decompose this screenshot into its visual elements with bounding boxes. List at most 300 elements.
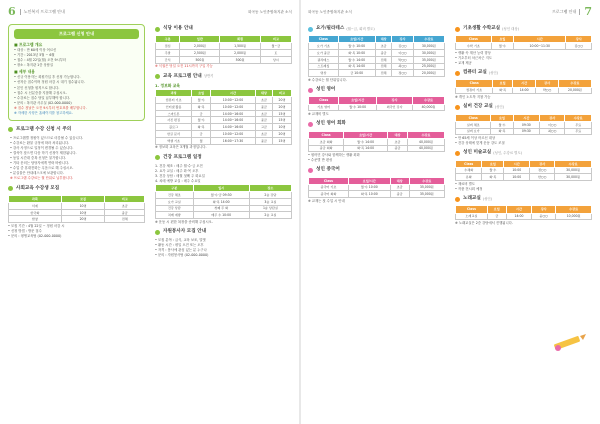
td: 월·수·금 09:30 [193,192,249,199]
th: 강사 [392,36,413,43]
td: 35,000원 [409,191,444,198]
td: 건강 체조 [156,192,194,199]
rt2-title [455,70,592,76]
bullet-icon [155,27,160,32]
detail-line: • 접수 시 신분증을 지참해 주십시오. [14,90,67,95]
th: 강사 [532,206,556,213]
table-row [456,128,592,135]
rt3-title [455,104,592,110]
th: 요일/시간 [344,131,388,138]
td: 중국어 기초 [309,184,349,191]
td: 노래교실 [456,213,488,220]
schedule-note: ※ 운동 시 편한 복장을 준비해 주십시오. [155,219,213,224]
right-page [300,0,600,424]
th: 대상 [375,36,392,43]
program-note: ※ 정보화 교육은 3개월 과정입니다. [155,145,207,150]
th: 과정 [156,90,192,97]
td: 15명 [273,117,292,124]
td: 14:00 [512,87,535,94]
th: 수강료 [565,114,592,121]
t4-note: ※ 교재는 첫 수업 시 안내 [308,198,345,203]
rt5-title-text: 노래교실 [463,196,481,202]
rt1-line: • 교재 제공 [455,60,472,65]
t3-title [308,121,445,127]
th: 시간 [506,206,531,213]
th: 요일 [487,206,506,213]
th: Class [309,177,349,184]
td: 500원 [220,56,260,63]
fee-note: ※ 식권은 당일 오전 11시까지 구입 가능 [155,64,213,69]
th: Class [456,80,493,87]
rt4-subtitle: (성인, 수강료 별도) [493,151,523,156]
apply-title [8,127,145,133]
td: 10:00~12:00 [211,103,256,110]
td: 35,000원 [413,56,444,63]
table-row [156,137,292,144]
table-row [456,174,592,181]
td: 초급 [388,138,408,145]
english-table [308,96,445,111]
th: 강사 [377,97,413,104]
table-row [156,205,292,212]
t1-title [308,26,445,32]
bottom-title-text: 사회교육 수강생 모집 [16,185,60,191]
td: 40,000원 [407,138,444,145]
left-col-2 [155,24,292,258]
volunteer-line: • 활동 시간 : 평일 오전 또는 오후 [155,243,204,248]
program-list-head: 1. 정보화 교육 [155,82,181,88]
intro-line: • 접수 : 4월 22일(월) 오전 9시부터 [14,57,67,62]
bullet-icon [8,127,13,132]
td: 컴퓨터 기초 [456,87,493,94]
rt2-subtitle: (성인) [488,71,498,76]
td: 초급 [255,131,272,138]
th: 강사 [536,80,558,87]
td: 월·수 14:00 [344,138,388,145]
art-table [455,160,592,182]
th: 대상 [390,177,409,184]
bottom-line: • 신청 방법 : 방문 접수 [8,228,42,233]
t1-title-text: 요가/필라테스 [316,26,345,31]
apply-list [8,136,145,181]
td: 화·목 10:00 [338,50,375,57]
td: 14:00~16:00 [211,117,256,124]
td: 초급 회화 [309,138,344,145]
volunteer-line: • 모집 분야 : 급식, 교육 보조, 말벗 [155,238,206,243]
td: 2층 강당 [249,192,291,199]
schedule-title [155,155,292,161]
apply-line: • 수업 중 휴대전화는 무음으로 해 주십시오. [10,166,74,171]
td: 박○○ [392,56,413,63]
pencil-illustration-icon [552,330,588,356]
table-row [156,198,292,205]
table-row [309,184,445,191]
td: 20,000원 [558,87,591,94]
t2-title [308,87,445,93]
rt1-line: • 기초부터 차근차근 지도 [455,55,492,60]
td: 화·목 [192,103,211,110]
td: 2층 교실 [249,212,291,219]
program-title-text: 교육 프로그램 안내 [163,73,202,79]
bullet-icon [155,74,160,79]
fee-title-text: 식당 이용 안내 [163,26,193,31]
td: 25,000원 [413,63,444,70]
table-row [156,43,292,50]
volunteer-title [155,229,292,235]
rt4-title-text: 성인 미술교실 [463,150,492,156]
conversation-table [308,131,445,153]
computer-table [455,79,592,94]
rt1-line: • 생활 속 계산 능력 향상 [455,50,491,55]
td: 월·수 [192,117,211,124]
bottom-title [8,186,145,192]
td: 요가 교실 [156,198,194,205]
td: 14:00 [506,213,531,220]
t3-title-text: 성인 영어 회화 [316,121,346,127]
td: 수학 기초 [456,43,492,50]
td: 박○○ [536,87,558,94]
apply-title-text: 프로그램 수강 신청 시 주의 [16,126,72,132]
apply-line: • 수강료는 환불 규정에 따라 처리됩니다. [10,140,70,145]
th: 시간 [512,80,535,87]
th: 강사 [530,160,555,167]
td: 스트레칭 [309,63,339,70]
schedule-table [155,184,292,219]
td: 월·수 [491,121,513,128]
td: 금 [192,131,211,138]
td: 금 [487,213,506,220]
td: 화·목 [491,128,513,135]
td: 이○○ [392,50,413,57]
section-title: 노인복지 프로그램 안내 [20,9,65,14]
td: 초급 [105,202,145,209]
td: 컴퓨터 기초 [156,97,192,104]
rt1-title-text: 기초생활 수학교실 [463,26,501,31]
apply-line: • 기타 문의는 담당자에게 연락 바랍니다. [10,161,70,166]
th: 일시 [193,184,249,191]
apply-red-note: ※ 프로그램 수강료는 월 단위로 납부합니다. [10,176,74,181]
td: 스마트폰 [156,110,192,117]
table-row [456,213,592,220]
schedule-line: 4. 치매 예방 교실 : 매주 수요일 [155,178,201,183]
detail-line: • 수강료는 접수 당일 납부해야 합니다. [14,95,71,100]
volunteer-title-text: 자원봉사자 모집 안내 [163,229,207,235]
td: 30,000원 [555,167,592,174]
td: 김○○ [392,43,413,50]
detail-line: • 신규 이용자는 회원가입 후 신청 가능합니다. [14,75,81,80]
th: 요일/시간 [348,177,390,184]
td: 정○○ [392,70,413,77]
t2-note: ※ 교재비 별도 [308,111,329,116]
td: 20명 [273,97,292,104]
table-row [309,43,445,50]
th: 수강료 [413,97,445,104]
th: 수강료 [558,80,591,87]
td: 중급 [255,137,272,144]
td: 10:00~12:00 [211,131,256,138]
td: 외국인 강사 [377,104,413,111]
th: 시간 [211,90,256,97]
t4-title-text: 성인 중국어 [316,167,340,173]
td: 10명 [61,202,105,209]
rt3-line: • 건강 상태에 맞게 운동 강도 조절 [455,140,505,145]
td: 최○○ [540,128,565,135]
th: 요일 [192,90,211,97]
bullet-icon [308,168,313,173]
table-row [456,167,592,174]
td: 치매 예방 [156,212,194,219]
table-row [309,191,445,198]
td: 초급 [375,43,392,50]
bullet-icon [308,27,313,32]
td: 30,000원 [555,174,592,181]
th: 비고 [105,195,145,202]
td: 수채화 [456,167,482,174]
program-box [8,24,145,121]
page-number: 7 [584,4,592,18]
td: 15명 [273,137,292,144]
td: 금 [192,110,211,117]
th: 시간 [513,114,539,121]
table-row [156,124,292,131]
th: 대상 [255,90,272,97]
td: 최○○ [392,63,413,70]
td: 한○○ [530,174,555,181]
td: 14:00~16:00 [211,124,256,131]
rt5-note: ※ 노래교실은 2층 강당에서 진행됩니다. [455,221,513,225]
bullet-icon [8,186,13,191]
bullet-icon [455,197,460,202]
td: 간식 [156,56,180,63]
td: 화·목 [482,174,504,181]
th: 요일/시간 [339,97,377,104]
td: 초급 [390,184,409,191]
td: 40,000원 [413,104,445,111]
apply-line: • 분실물은 안내데스크에 보관합니다. [10,171,64,176]
td: 월·수 10:00 [348,184,390,191]
th: 요일 [482,160,504,167]
right-header [308,6,592,18]
td: 주말 [156,50,180,57]
td: 월 [192,137,211,144]
td: 중급 [105,209,145,216]
table-row [156,97,292,104]
blue-note: ※ 자세한 사항은 홈페이지를 참고하세요. [14,110,73,115]
red-note: ※ 접수 첫날은 오전 9시부터 번호표를 배부합니다. [14,105,87,110]
th: 구분 [156,36,180,43]
td: 고급 [255,124,272,131]
apply-line: • 강사 사정으로 일정이 변경될 수 있습니다. [10,145,74,150]
schedule-title-text: 건강 프로그램 일정 [163,154,202,160]
rt2-note: ※ 개인 노트북 지참 가능 [455,94,491,99]
td: 2,000원 [180,43,220,50]
th: 일반 [180,36,220,43]
schedule-line: 1. 건강 체조 : 매주 월·수·금 오전 [155,163,203,168]
td: 10명 [273,124,292,131]
td: 10:00~12:00 [211,97,256,104]
t3-line: • 수준별 반 편성 [308,157,333,162]
td: 기초 영어 [309,104,339,111]
bullet-icon [155,155,160,160]
td: 상시 [260,56,291,63]
th: 장소 [249,184,291,191]
td: 20명 [273,131,292,138]
intro-line: • 기간 : 2013년 5월 ~ 6월 [14,52,55,57]
rt3-subtitle: (성인) [494,105,505,110]
table-row [156,192,292,199]
bottom-table [8,195,145,223]
org-name: 화곡동 노인종합복지관 소식 [248,9,292,14]
th: 비고 [260,36,291,43]
td: 10명 [61,209,105,216]
table-row [309,145,445,152]
bullet-icon [455,105,460,110]
td: 월·수 [192,97,211,104]
td: 필라테스 [309,56,339,63]
td: 전체 [375,70,392,77]
right-col-2 [455,24,592,226]
td: 요가 기초 [309,43,339,50]
td: 중국어 회화 [309,191,349,198]
left-col-1 [8,24,145,239]
detail-line: • 문의 : 복지관 사무실 (02-000-0000) [14,100,72,105]
td: 토 [260,50,291,57]
td: 40,000원 [407,145,444,152]
intro-line: • 대상 : 만 60세 이상 어르신 [14,47,57,52]
t3-line: • 원어민 강사와 함께하는 생활 회화 [308,152,360,157]
table-row [309,50,445,57]
td: 35,000원 [409,184,444,191]
td: 실버 체조 [456,121,491,128]
td: 전체 [375,56,392,63]
rt5-subtitle: (성인) [482,197,492,202]
td: 09:30 [513,128,539,135]
table-row [456,43,592,50]
td: 중급 [375,50,392,57]
table-row [309,70,445,77]
td: 09:30 [513,121,539,128]
table-row [156,50,292,57]
left-header [8,6,292,18]
detail-line: • 선착순 접수이며 정원 마감 시 대기 접수됩니다. [14,80,85,85]
td: 30,000원 [413,43,444,50]
td: 금 10:00 [338,70,375,77]
td: 서예 [9,202,62,209]
volunteer-line: • 문의 : 자원봉사팀 (02-000-0000) [155,253,209,258]
fee-title [155,26,292,32]
td: 명상 [309,70,339,77]
td: 중급 회화 [309,145,344,152]
td: 첫째 주 화 [193,205,249,212]
td: 중급 [255,117,272,124]
th: 구분 [156,184,194,191]
td: 10:00 [504,167,530,174]
table-row [309,104,445,111]
table-row [9,202,145,209]
th: 비고 [273,90,292,97]
section-title: 프로그램 안내 [552,9,580,14]
td: 10,000원 [556,213,592,220]
th: 요일 [493,80,513,87]
td: 유화 [456,174,482,181]
td: 월·수 [482,167,504,174]
td: 3층 교실 [249,198,291,205]
td: 매주 수 10:00 [193,212,249,219]
td: 실버 요가 [456,128,491,135]
rt2-title-text: 컴퓨터 교실 [463,70,487,76]
t4-title [308,167,445,173]
rt1-subtitle: (성인 대상) [502,26,519,31]
yoga-table [308,35,445,77]
th: 수강료 [413,36,444,43]
bullet-icon [455,151,460,156]
th: 회원 [220,36,260,43]
table-row [156,56,292,63]
th: Class [309,97,339,104]
bottom-line: • 문의 : 평생교육팀 (02-000-0000) [8,233,62,238]
td: 16:00~17:30 [211,137,256,144]
apply-line: • 결석이 잦으면 다음 학기 신청이 제한됩니다. [10,150,77,155]
td: 한국화 [9,209,62,216]
td: 1층 상담실 [249,205,291,212]
td: 전체 [105,216,145,223]
th: 요일 [491,36,513,43]
td: 인터넷 활용 [156,103,192,110]
td: 중급 [255,103,272,110]
schedule-line: 2. 요가 교실 : 매주 화·목 오후 [155,168,199,173]
apply-line: • 동일 시간대 중복 신청은 불가합니다. [10,156,67,161]
td: 화·목 10:00 [348,191,390,198]
t2-title-text: 성인 영어 [316,87,336,93]
td: 15명 [273,110,292,117]
td: 20명 [61,216,105,223]
td: 초급 [255,97,272,104]
td: 합창 [9,216,62,223]
td: 30,000원 [413,50,444,57]
td: 전체 [375,63,392,70]
th: 시간 [504,160,530,167]
td: 월·수 14:00 [338,56,375,63]
th: Class [309,36,339,43]
td: 점심 [156,43,180,50]
rt5-title [455,196,592,202]
rt1-title [455,26,592,32]
bullet-icon [308,122,313,127]
table-row [156,131,292,138]
td: 초급 [255,110,272,117]
bullet-icon [308,88,313,93]
td: 화·목 14:00 [344,145,388,152]
th: 요일/시간 [338,36,375,43]
th: 모집 [61,195,105,202]
td: 김○○ [566,43,592,50]
table-row [9,209,145,216]
intro-line: • 장소 : 복지관 1층 상담실 [14,62,54,67]
td: 2,500원 [180,50,220,57]
td: 화·목 14:00 [193,198,249,205]
rt4-line: • 재료비 별도 [455,181,475,186]
program-table [155,89,292,145]
th: 요일 [491,114,513,121]
th: Class [309,131,344,138]
td: 화·목 [192,124,211,131]
td: 윤○○ [532,213,556,220]
th: Class [456,160,482,167]
right-col-1 [308,24,445,204]
table-row [456,121,592,128]
program-title [155,74,292,80]
td: 이○○ [540,121,565,128]
